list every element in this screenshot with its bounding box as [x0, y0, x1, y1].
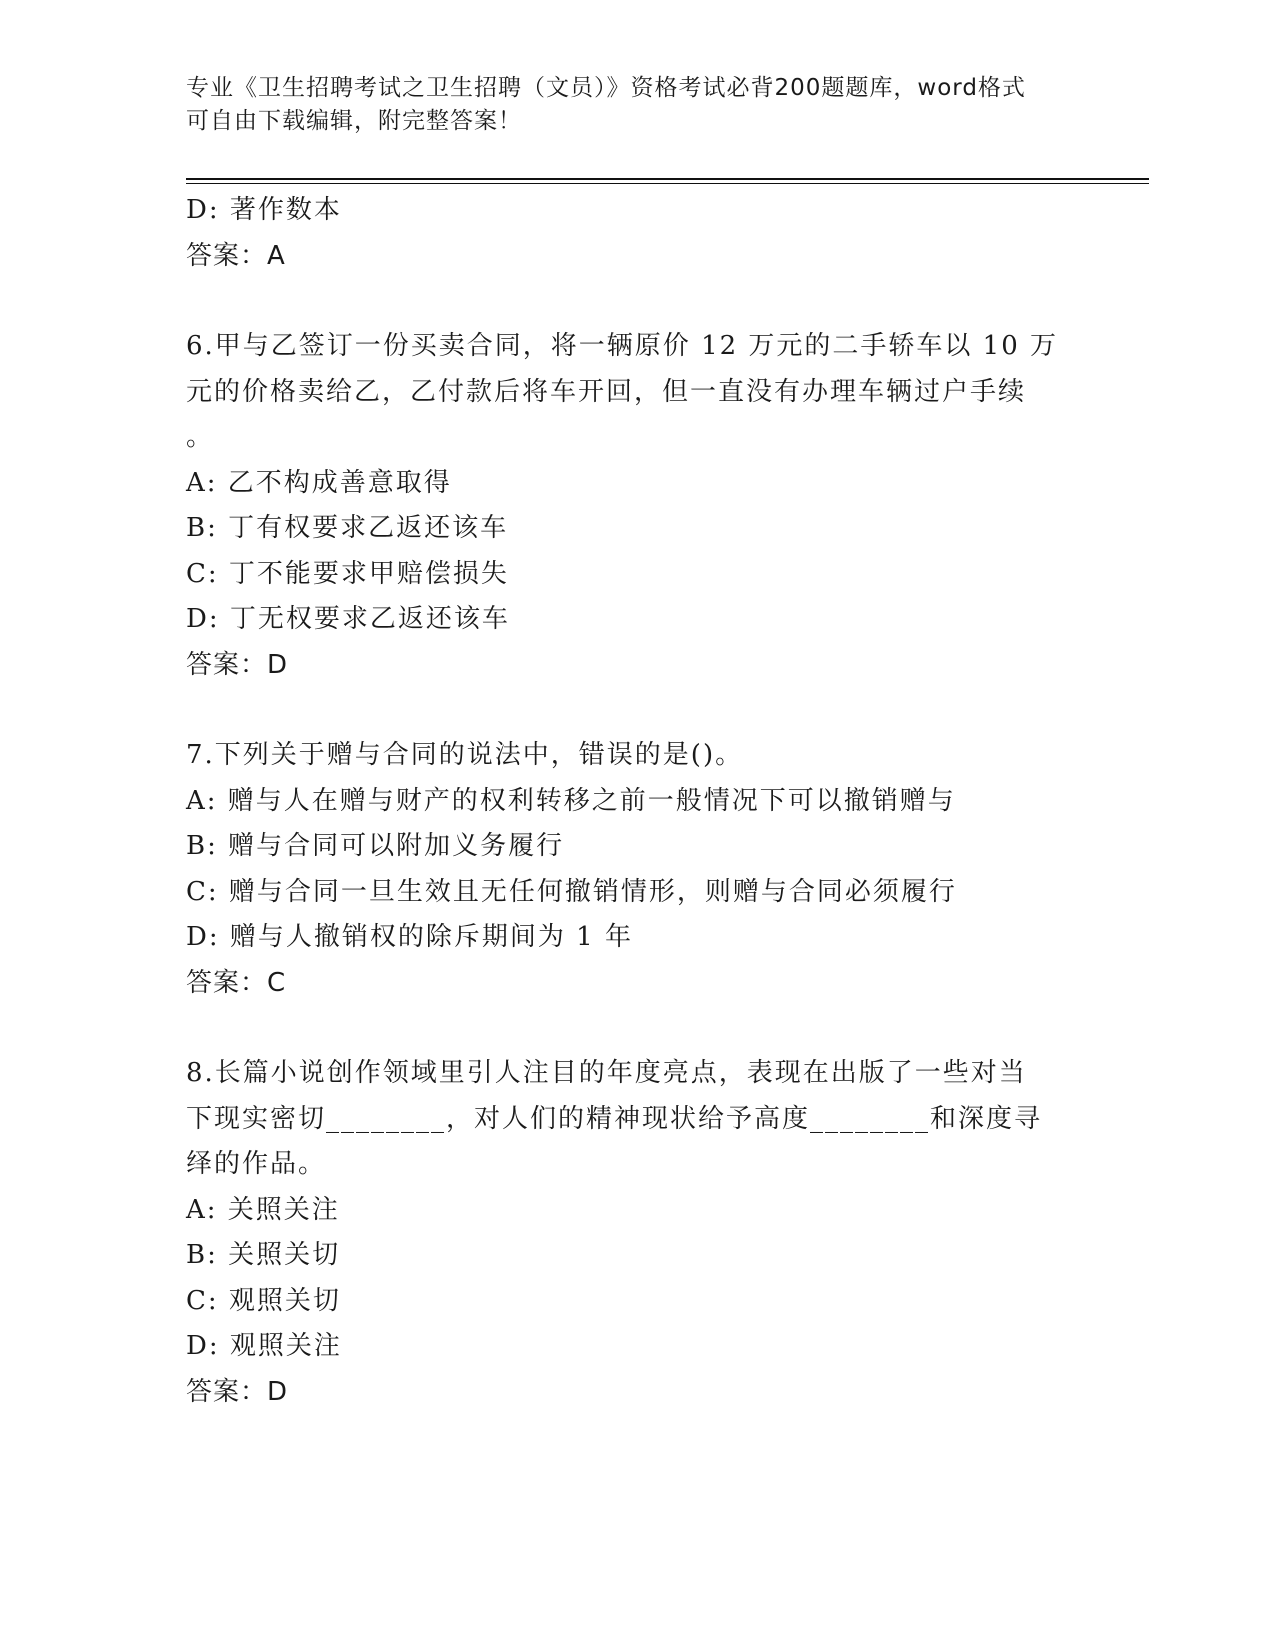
stem-line: 。: [186, 422, 215, 452]
option-d: D: 著作数本: [186, 195, 342, 225]
stem-line: 8.长篇小说创作领域里引人注目的年度亮点，表现在出版了一些对当: [186, 1058, 1027, 1088]
header-rule-thick: [186, 178, 1149, 180]
question-stem: [186, 1051, 1066, 1188]
answer: 答案：C: [186, 967, 287, 998]
header-line-2: 可自由下载编辑，附完整答案！: [186, 108, 522, 134]
question-stem: [186, 324, 1066, 461]
answer: 答案：D: [186, 1376, 289, 1407]
option-d: D: 丁无权要求乙返还该车: [186, 604, 510, 634]
stem-line: 6.甲与乙签订一份买卖合同，将一辆原价 12 万元的二手轿车以 10 万: [186, 331, 1059, 361]
question-stem: [186, 733, 1066, 779]
document-body: [186, 188, 1066, 1415]
option-a: A: 赠与人在赠与财产的权利转移之前一般情况下可以撤销赠与: [186, 785, 956, 816]
question-7: [186, 733, 1066, 1006]
stem-line: 下现实密切________，对人们的精神现状给予高度________和深度寻: [186, 1103, 1043, 1134]
header-rule-thin: [186, 183, 1149, 184]
option-b: B: 丁有权要求乙返还该车: [186, 513, 509, 543]
option-a: A: 关照关注: [186, 1194, 340, 1225]
option-d: D: 观照关注: [186, 1331, 342, 1361]
question-6: [186, 324, 1066, 688]
stem-line: 绎的作品。: [186, 1149, 327, 1179]
option-b: B: 关照关切: [186, 1240, 341, 1270]
option-c: C: 丁不能要求甲赔偿损失: [186, 558, 509, 589]
question-8: [186, 1051, 1066, 1415]
option-d: D: 赠与人撤销权的除斥期间为 1 年: [186, 922, 633, 952]
answer: 答案：D: [186, 649, 289, 680]
option-c: C: 赠与合同一旦生效且无任何撤销情形，则赠与合同必须履行: [186, 876, 957, 907]
stem-line: 7.下列关于赠与合同的说法中，错误的是()。: [186, 740, 744, 770]
stem-line: 元的价格卖给乙，乙付款后将车开回，但一直没有办理车辆过户手续: [186, 376, 1027, 407]
option-b: B: 赠与合同可以附加义务履行: [186, 831, 565, 861]
option-c: C: 观照关切: [186, 1285, 341, 1316]
previous-question-tail: [186, 188, 1066, 279]
answer: 答案：A: [186, 240, 286, 271]
document-header: [186, 72, 1066, 138]
option-a: A: 乙不构成善意取得: [186, 467, 452, 498]
header-line-1: 专业《卫生招聘考试之卫生招聘（文员）》资格考试必背200题题库，word格式: [186, 75, 1026, 101]
